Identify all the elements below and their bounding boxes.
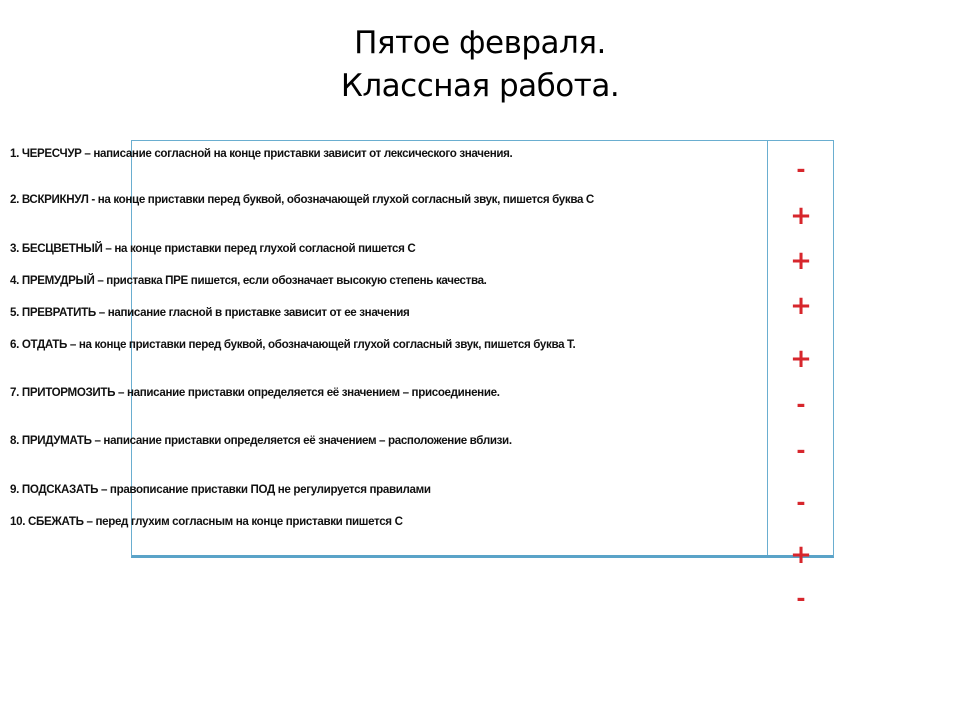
answer-item-5: 5. ПРЕВРАТИТЬ – написание гласной в приставке зависит от ее значения (10, 306, 410, 319)
mark-10: - (796, 587, 806, 612)
mark-7: - (796, 439, 806, 464)
answer-item-6: 6. ОТДАТЬ – на конце приставки перед буквой, обозначающей глухой согласный звук, пишется буква Т. (10, 338, 576, 351)
mark-9: + (790, 540, 812, 570)
mark-2: + (790, 201, 812, 231)
title-line-1: Пятое февраля. (354, 25, 606, 61)
slide-title (0, 22, 960, 108)
answer-item-9: 9. ПОДСКАЗАТЬ – правописание приставки ПОД не регулируется правилами (10, 483, 431, 496)
answer-item-8: 8. ПРИДУМАТЬ – написание приставки определяется её значением – расположение вблизи. (10, 434, 512, 447)
answer-item-3: 3. БЕСЦВЕТНЫЙ – на конце приставки перед глухой согласной пишется С (10, 242, 416, 255)
mark-4: + (790, 291, 812, 321)
answer-item-7: 7. ПРИТОРМОЗИТЬ – написание приставки определяется её значением – присоединение. (10, 386, 500, 399)
answer-item-4: 4. ПРЕМУДРЫЙ – приставка ПРЕ пишется, если обозначает высокую степень качества. (10, 274, 487, 287)
title-line-2: Классная работа. (340, 68, 620, 104)
mark-5: + (790, 344, 812, 374)
mark-8: - (796, 491, 806, 516)
mark-3: + (790, 246, 812, 276)
answer-item-10: 10. СБЕЖАТЬ – перед глухим согласным на конце приставки пишется С (10, 515, 403, 528)
answer-item-1: 1. ЧЕРЕСЧУР – написание согласной на конце приставки зависит от лексического значения. (10, 147, 513, 160)
answer-item-2: 2. ВСКРИКНУЛ - на конце приставки перед буквой, обозначающей глухой согласный звук, пишется буква С (10, 193, 594, 206)
mark-6: - (796, 393, 806, 418)
mark-1: - (796, 158, 806, 183)
